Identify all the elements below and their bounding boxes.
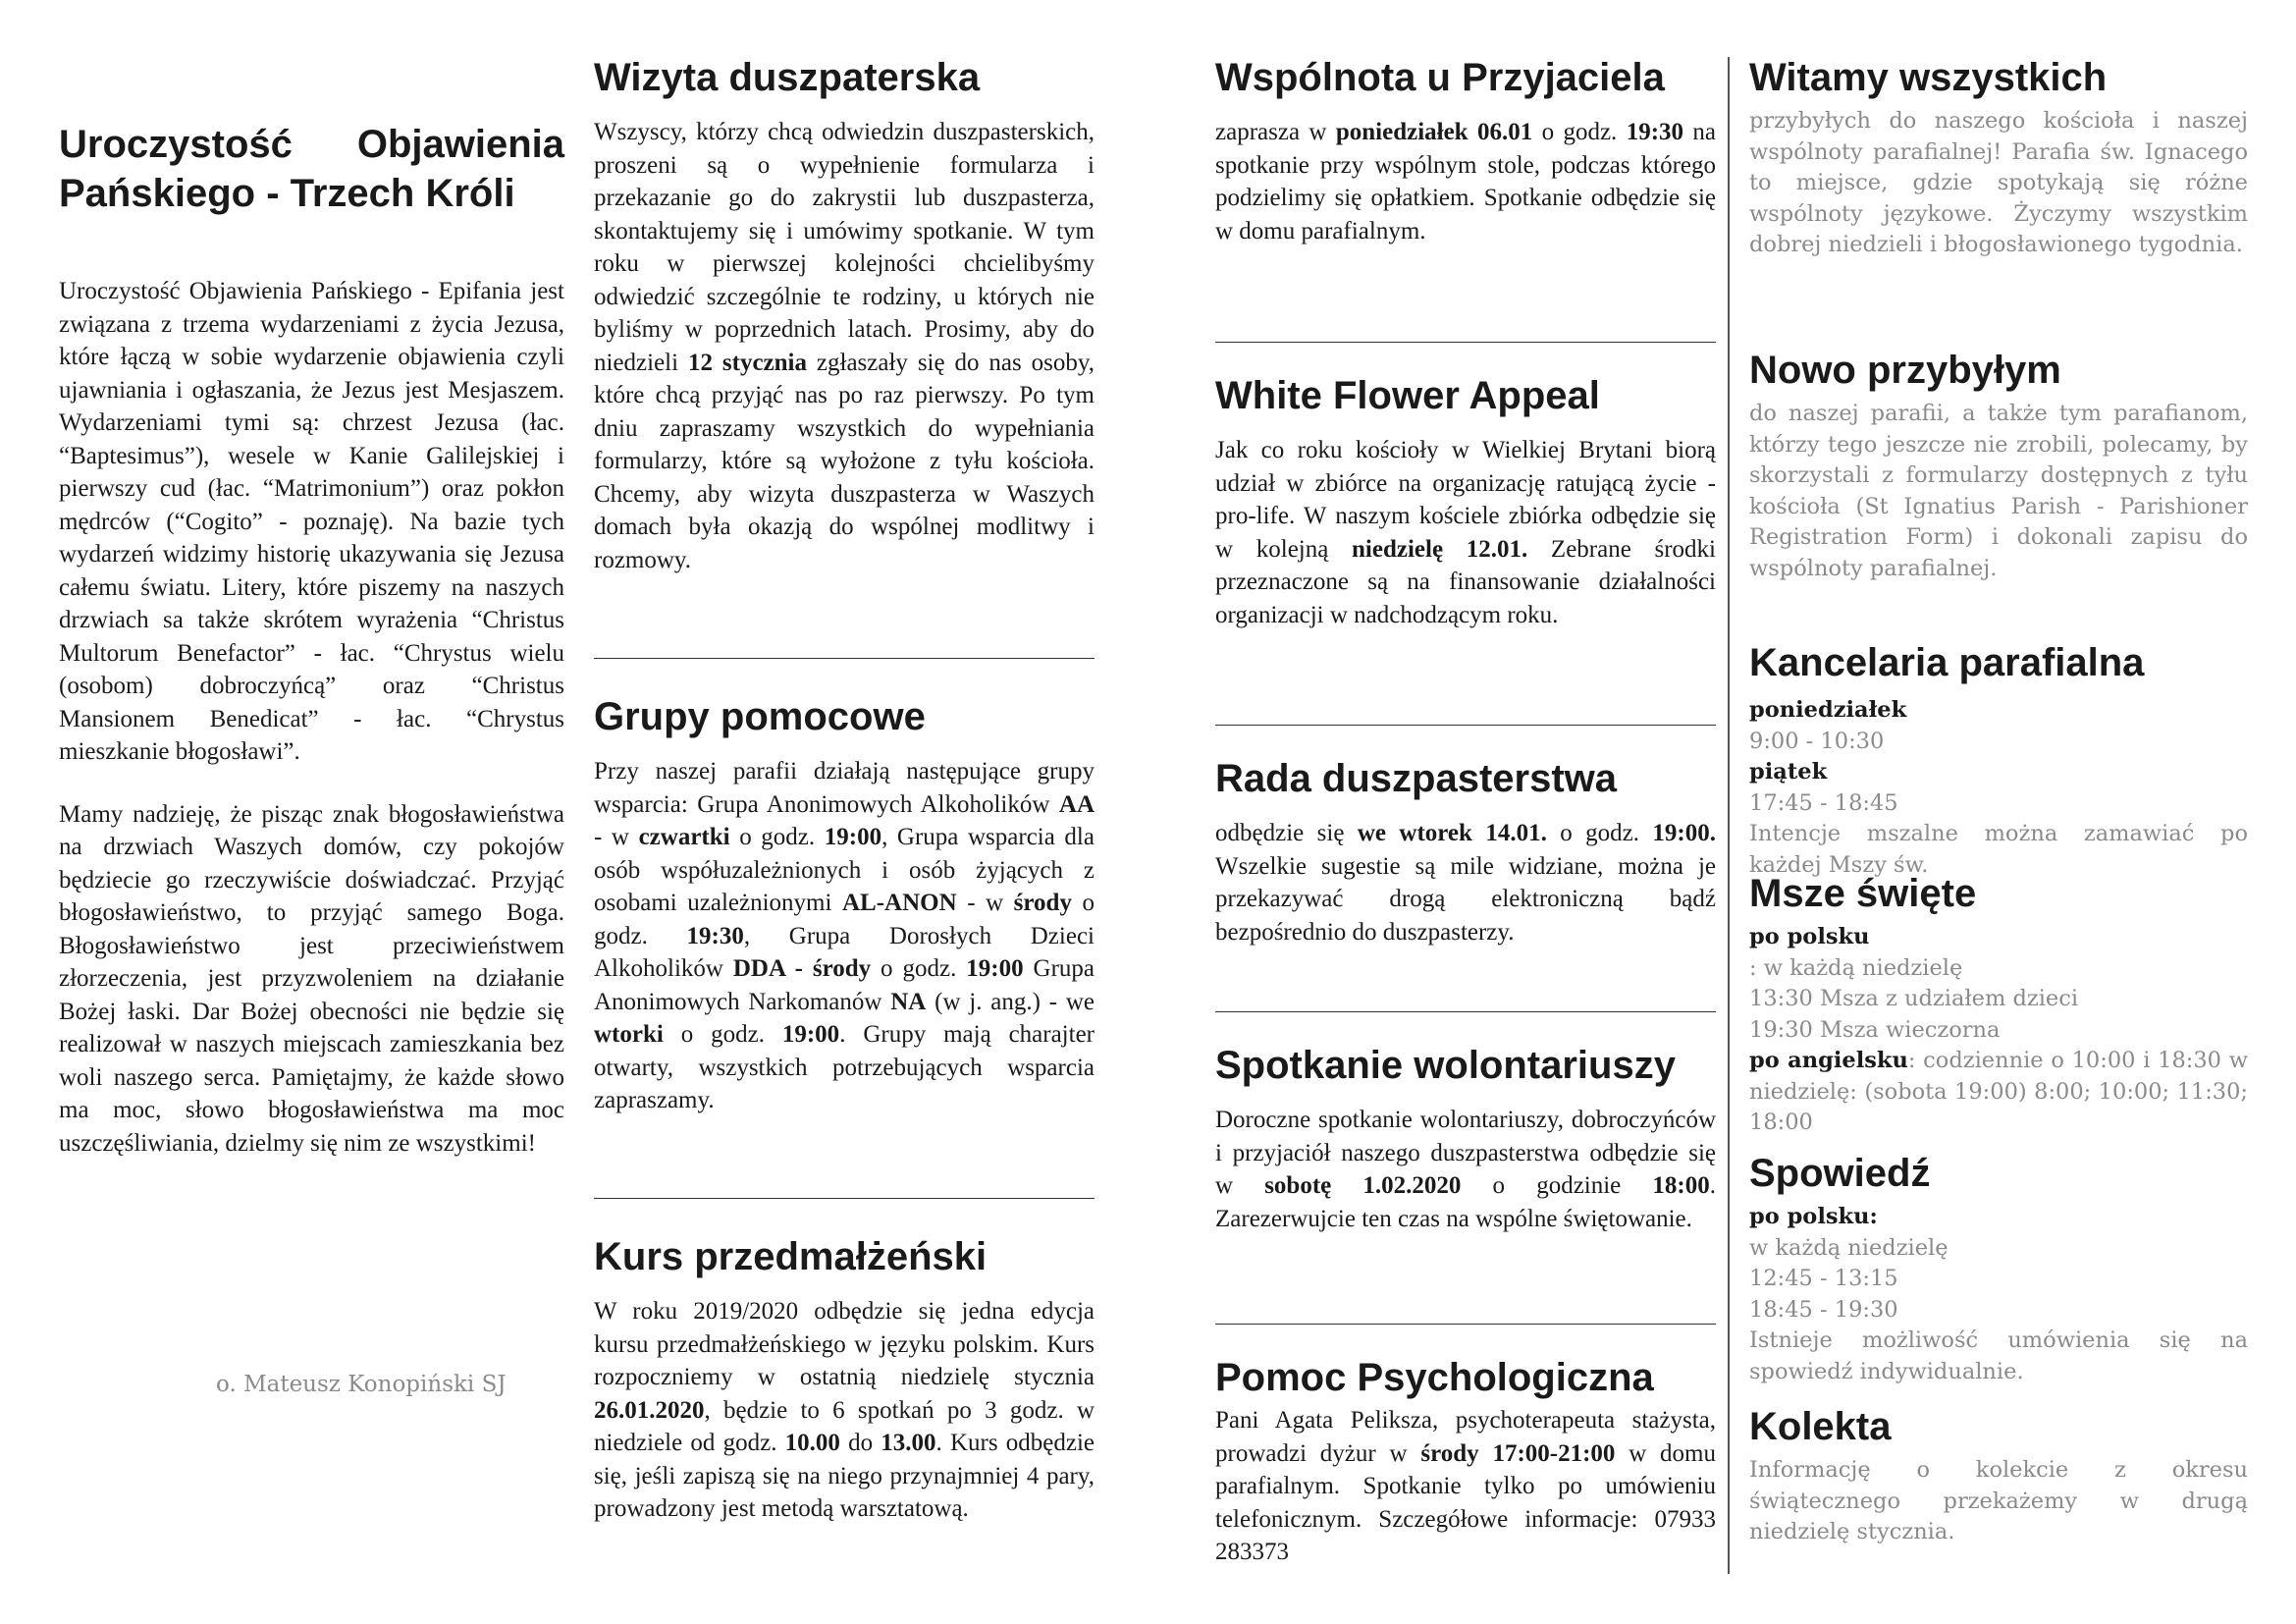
section-wolontariusze (1215, 1041, 1716, 1235)
section-spowiedz (1749, 1149, 2248, 1387)
wspolnota-text: zaprasza w poniedziałek 06.01 o godz. 19:30 na spotkanie przy wspólnym stole, podczas którego podzielimy się opłatkiem. Spotkanie odbędzie się w domu parafialnym. (1215, 119, 1716, 244)
section-epiphany (59, 120, 564, 1160)
kancelaria-title: Kancelaria parafialna (1749, 641, 2145, 684)
spowiedz-note: Istnieje możliwość umówienia się na spowiedź indywidualnie. (1749, 1327, 2248, 1384)
grupy-text: Przy naszej parafii działają następujące grupy wsparcia: Grupa Anonimowych Alkoholików AA - w czwartki o godz. 19:00, Grupa wsparcia dla osób współuzależnionych i osób żyjących z osobami uzależnionymi AL-ANON - w środy o godz. 19:30, Grupa Dorosłych Dzieci Alkoholików DDA - środy o godz. 19:00 Grupa Anonimowych Narkomanów NA (w j. ang.) - we wtorki o godz. 19:00. Grupy mają charajter otwarty, wszystkich potrzebujących wsparcia zapraszamy. (594, 758, 1095, 1113)
divider (1215, 342, 1716, 343)
white-flower-title: White Flower Appeal (1215, 374, 1600, 417)
section-kolekta (1749, 1402, 2248, 1548)
column-divider (1728, 57, 1730, 1574)
epiphany-title: Uroczystość Objawienia Pańskiego - Trzech Króli (59, 123, 564, 215)
wspolnota-title: Wspólnota u Przyjaciela (1215, 56, 1665, 99)
pomoc-text: Pani Agata Peliksza, psychoterapeuta stażysta, prowadzi dyżur w środy 17:00-21:00 w domu parafialnym. Spotkanie tylko po umówieniu telefonicznym. Szczegółowe informacje: 07933 283373 (1215, 1407, 1716, 1565)
section-nowo (1749, 346, 2248, 584)
epiphany-paragraph-2: Mamy nadzieję, że pisząc znak błogosławieństwa na drzwiach Waszych domów, czy pokojów będziecie go rzeczywiście doświadczać. Przyjąć błogosławieństwo, to przyjąć samego Boga. Błogosławieństwo jest przeciwieństwem złorzeczenia, jest przyzwoleniem na działanie Bożej łaski. Dar Bożej obecności nie będzie się realizował w naszych miejscach zamieszkania bez woli naszego serca. Pamiętajmy, że każde słowo ma moc, słowo błogosławieństwa ma moc uszczęśliwiania, dzielmy się nim ze wszystkimi! (59, 800, 564, 1157)
wizyta-text: Wszyscy, którzy chcą odwiedzin duszpasterskich, proszeni są o wypełnienie formularza i przekazanie go do zakrystii lub duszpasterza, skontaktujemy się i umówimy spotkanie. W tym roku w pierwszej kolejności chcielibyśmy odwiedzić szczególnie te rodziny, u których nie byliśmy w poprzednich latach. Prosimy, aby do niedzieli 12 stycznia zgłaszały się do nas osoby, które chcą przyjąć nas po raz pierwszy. Po tym dniu zapraszamy wszystkich do wypełniania formularzy, które są wyłożone z tyłu kościoła. Chcemy, aby wizyta duszpasterza w Waszych domach była okazją do wspólnej modlitwy i rozmowy. (594, 119, 1095, 573)
divider (1215, 725, 1716, 726)
section-grupy (594, 692, 1095, 1117)
epiphany-paragraph-1: Uroczystość Objawienia Pańskiego - Epifania jest związana z trzema wydarzeniami z życia Jezusa, które łączą w sobie wydarzenie objawienia czyli ujawniania i ogłaszania, że Jezus jest Mesjaszem. Wydarzeniami tymi są: chrzest Jezusa (łac. “Baptesimus”), wesele w Kanie Galilejskiej i pierwszy cud (łac. “Matrimonium”) oraz pokłon mędrców (“Cogito” - poznaję). Na bazie tych wydarzeń widzimy historię ukazywania się Jezusa całemu światu. Litery, które piszemy na naszych drzwiach sa także skrótem wyrażenia “Christus Multorum Benefactor” - łac. “Chrystus wielu (osobom) dobroczyńcą” oraz “Christus Mansionem Benedicat” - łac. “Chrystus mieszkanie błogosławi”. (59, 278, 564, 765)
section-wizyta (594, 53, 1095, 576)
section-pomoc (1215, 1353, 1716, 1569)
kurs-text: W roku 2019/2020 odbędzie się jedna edycja kursu przedmałżeńskiego w języku polskim. Kurs rozpoczniemy w ostatnią niedzielę stycznia 26.01.2020, będzie to 6 spotkań po 3 godz. w niedziele od godz. 10.00 do 13.00. Kurs odbędzie się, jeśli zapiszą się na niego przynajmniej 4 pary, prowadzony jest metodą warsztatową. (594, 1298, 1095, 1522)
white-flower-text: Jak co roku kościoły w Wielkiej Brytani biorą udział w zbiórce na organizację ratującą życie - pro-life. W naszym kościele zbiórka odbędzie się w kolejną niedzielę 12.01. Zebrane środki przeznaczone są na finansowanie działalności organizacji w nadchodzącym roku. (1215, 437, 1716, 628)
section-white-flower (1215, 371, 1716, 631)
kancelaria-hours: poniedziałek 9:00 - 10:30 piątek 17:45 - 18:45 (1749, 697, 1907, 816)
divider (1215, 1324, 1716, 1325)
section-msze (1749, 869, 2248, 1139)
grupy-title: Grupy pomocowe (594, 695, 926, 738)
rada-title: Rada duszpasterstwa (1215, 757, 1618, 800)
wizyta-title: Wizyta duszpaterska (594, 56, 981, 99)
spowiedz-text: po polsku: w każdą niedzielę 12:45 - 13:15 18:45 - 19:30 (1749, 1204, 1949, 1323)
wolontariusze-title: Spotkanie wolontariuszy (1215, 1044, 1676, 1087)
wolontariusze-text: Doroczne spotkanie wolontariuszy, dobroczyńców i przyjaciół naszego duszpasterstwa odbędzie się w sobotę 1.02.2020 o godzinie 18:00. Zarezerwujcie ten czas na wspólne świętowanie. (1215, 1107, 1716, 1232)
signature: o. Mateusz Konopiński SJ (216, 1372, 507, 1397)
msze-title: Msze święte (1749, 872, 1977, 915)
spowiedz-title: Spowiedź (1749, 1152, 1931, 1195)
msze-english: po angielsku: codziennie o 10:00 i 18:30 w niedzielę: (sobota 19:00) 8:00; 10:00; 11:30; 18:00 (1749, 1048, 2248, 1135)
section-rada (1215, 754, 1716, 948)
rada-text: odbędzie się we wtorek 14.01. o godz. 19:00. Wszelkie sugestie są mile widziane, można je przekazywać drogą elektroniczną bądź bezpośrednio do duszpasterzy. (1215, 820, 1716, 946)
section-wspolnota (1215, 53, 1716, 247)
section-witamy (1749, 53, 2248, 261)
pomoc-title: Pomoc Psychologiczna (1215, 1356, 1654, 1399)
section-kancelaria (1749, 638, 2248, 881)
kolekta-title: Kolekta (1749, 1405, 1892, 1448)
divider (594, 658, 1095, 659)
kancelaria-note: Intencje mszalne można zamawiać po każdej Mszy św. (1749, 821, 2248, 878)
nowo-text: do naszej parafii, a także tym parafianom, którzy tego jeszcze nie zrobili, polecamy, by skorzystali z formularzy dostępnych z tyłu kościoła (St Ignatius Parish - Parishioner Registration Form) i dokonali zapisu do wspólnoty parafialnej. (1749, 401, 2248, 581)
divider (594, 1198, 1095, 1199)
section-kurs (594, 1232, 1095, 1526)
kolekta-text: Informację o kolekcie z okresu świątecznego przekażemy w drugą niedzielę stycznia. (1749, 1457, 2248, 1544)
kurs-title: Kurs przedmałżeński (594, 1235, 988, 1278)
msze-text: po polsku : w każdą niedzielę 13:30 Msza z udziałem dzieci 19:30 Msza wieczorna (1749, 924, 2079, 1043)
witamy-text: przybyłych do naszego kościoła i naszej wspólnoty parafialnej! Parafia św. Ignacego to miejsce, gdzie spotykają się różne wspólnoty językowe. Życzymy wszystkim dobrej niedzieli i błogosławionego tygodnia. (1749, 108, 2248, 257)
witamy-title: Witamy wszystkich (1749, 56, 2108, 99)
divider (1215, 1011, 1716, 1012)
nowo-title: Nowo przybyłym (1749, 349, 2061, 392)
